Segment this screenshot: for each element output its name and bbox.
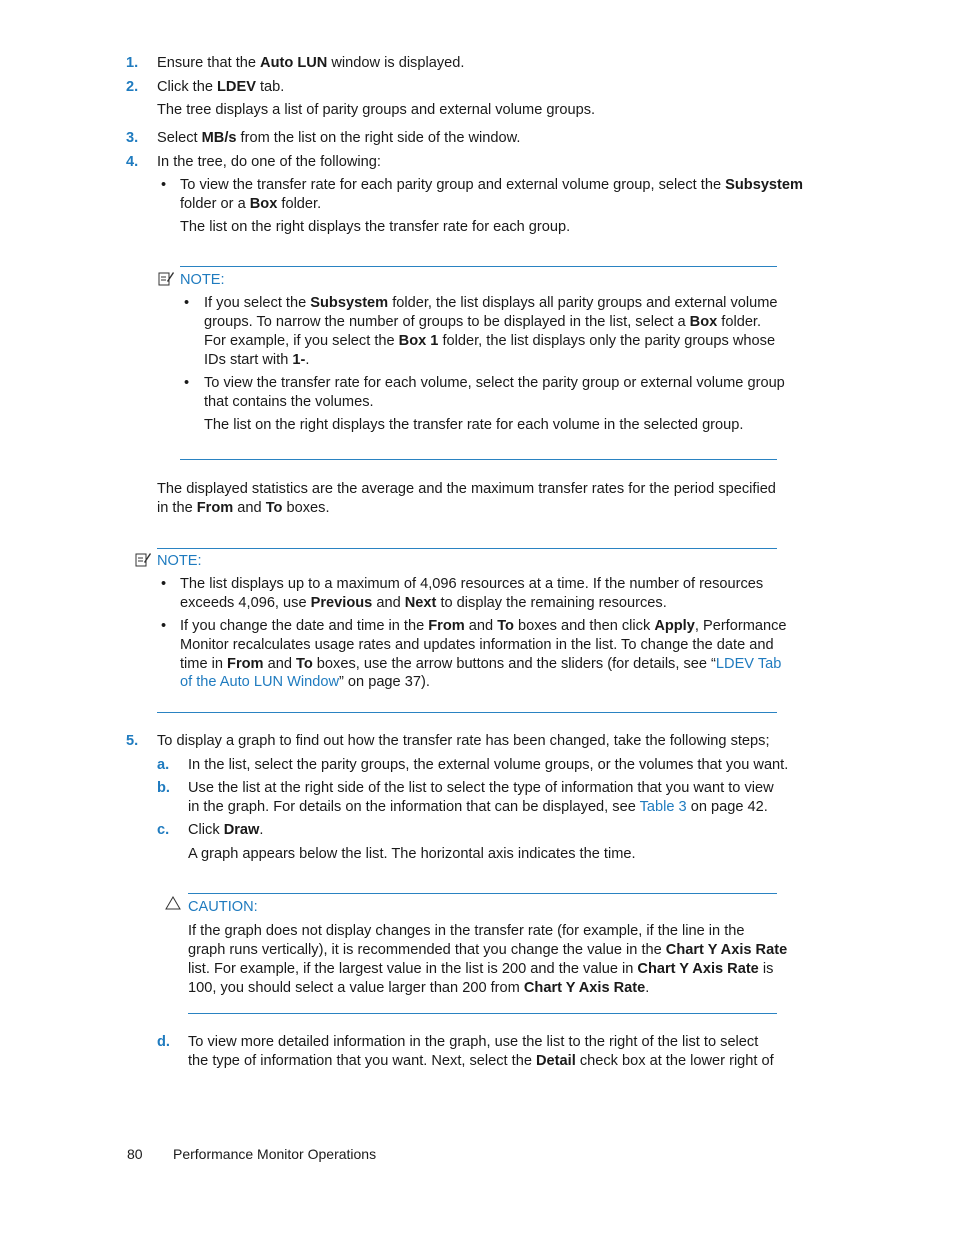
caution-triangle-icon xyxy=(165,896,181,910)
bullet-text: To view the transfer rate for each volume, select the parity group or external volume group xyxy=(204,375,785,391)
substep-letter: c. xyxy=(157,822,170,838)
note-bottom-rule xyxy=(180,459,777,460)
bullet-text: that contains the volumes. xyxy=(204,394,374,410)
step-text xyxy=(157,78,284,97)
step-number: 3. xyxy=(126,130,139,146)
caution-text: If the graph does not display changes in the transfer rate (for example, if the line in the xyxy=(188,923,745,939)
substep-result-text: A graph appears below the list. The horizontal axis indicates the time. xyxy=(188,846,636,862)
substep-text xyxy=(188,1052,774,1071)
ui-term: Subsystem xyxy=(310,295,389,311)
caution-bottom-rule xyxy=(188,1013,777,1014)
bullet-text: Monitor recalculates usage rates and updates information in the list. To change the date and xyxy=(180,637,774,653)
text-run: tab. xyxy=(255,79,285,95)
step-number: 2. xyxy=(126,79,139,95)
bullet-text xyxy=(180,655,781,674)
caution-text xyxy=(188,960,773,979)
text-run: , Performance xyxy=(694,618,787,634)
bullet-text xyxy=(180,594,667,613)
substep-text: In the list, select the parity groups, the external volume groups, or the volumes that you want. xyxy=(188,757,789,773)
text-run: folder. xyxy=(717,314,762,330)
text-run: If you change the date and time in the xyxy=(180,618,429,634)
ui-term: Chart Y Axis Rate xyxy=(665,942,788,958)
note-label: NOTE: xyxy=(180,272,225,288)
cross-reference-link[interactable]: Table 3 xyxy=(639,799,687,815)
bullet-text xyxy=(180,617,787,636)
text-run: from the list on the right side of the window. xyxy=(236,130,521,146)
note-top-rule xyxy=(157,548,777,549)
note-top-rule xyxy=(180,266,777,267)
text-run: folder, the list displays all parity groups and external volume xyxy=(388,295,778,311)
ui-term: Chart Y Axis Rate xyxy=(523,980,646,996)
ui-term: From xyxy=(196,500,234,516)
text-run: folder. xyxy=(277,196,322,212)
text-run: the type of information that you want. Next, select the xyxy=(188,1053,537,1069)
ui-term: Subsystem xyxy=(725,177,804,193)
step-result-text: The tree displays a list of parity groups and external volume groups. xyxy=(157,102,596,118)
text-run: and xyxy=(263,656,296,672)
bullet-text xyxy=(180,195,321,214)
bullet-text xyxy=(204,313,761,332)
text-run: To view the transfer rate for each parity group and external volume group, select the xyxy=(180,177,726,193)
text-run: folder, the list displays only the parity groups whose xyxy=(438,333,776,349)
text-run: exceeds 4,096, use xyxy=(180,595,311,611)
text-run: If you select the xyxy=(204,295,311,311)
text-run: . xyxy=(305,352,310,368)
note-label: NOTE: xyxy=(157,553,202,569)
text-run: and xyxy=(464,618,498,634)
ui-term: Previous xyxy=(310,595,373,611)
text-run: in the graph. For details on the information that can be displayed, see xyxy=(188,799,640,815)
page-number: 80 xyxy=(127,1146,143,1162)
bullet-text: The list displays up to a maximum of 4,096 resources at a time. If the number of resources xyxy=(180,576,764,592)
text-run: time in xyxy=(180,656,228,672)
text-run: folder or a xyxy=(180,196,250,212)
text-run: Click the xyxy=(157,79,218,95)
body-paragraph xyxy=(157,499,330,518)
text-run: graph runs vertically), it is recommended that you change the value in the xyxy=(188,942,666,958)
ui-term: Next xyxy=(404,595,437,611)
substep-text xyxy=(188,821,263,840)
text-run: and xyxy=(372,595,405,611)
ui-term: To xyxy=(265,500,283,516)
text-run: boxes and then click xyxy=(513,618,655,634)
substep-text: To view more detailed information in the graph, use the list to the right of the list to select xyxy=(188,1034,759,1050)
text-run: is xyxy=(758,961,774,977)
step-text xyxy=(157,54,464,73)
ui-term: Chart Y Axis Rate xyxy=(637,961,759,977)
note-icon xyxy=(135,551,151,567)
ui-term: Box xyxy=(689,314,718,330)
text-run: IDs start with xyxy=(204,352,293,368)
text-run: Select xyxy=(157,130,202,146)
cross-reference-link[interactable]: of the Auto LUN Window xyxy=(180,674,339,690)
bullet-result-text: The list on the right displays the transfer rate for each volume in the selected group. xyxy=(204,417,744,433)
bullet-text xyxy=(204,351,309,370)
text-run: window is displayed. xyxy=(327,55,465,71)
step-number: 5. xyxy=(126,733,139,749)
caution-text xyxy=(188,979,649,998)
bullet-text xyxy=(204,294,778,313)
bullet-mark: • xyxy=(161,177,167,193)
ui-term: To xyxy=(296,656,313,672)
text-run: Click xyxy=(188,822,224,838)
ui-term: Apply xyxy=(654,618,695,634)
step-text xyxy=(157,129,520,148)
bullet-text xyxy=(204,332,775,351)
substep-letter: b. xyxy=(157,780,170,796)
text-run: check box at the lower right of xyxy=(575,1053,774,1069)
text-run: Ensure that the xyxy=(157,55,261,71)
step-text: To display a graph to find out how the transfer rate has been changed, take the following steps; xyxy=(157,733,770,749)
bullet-mark: • xyxy=(161,576,167,592)
text-run: on page 42. xyxy=(686,799,768,815)
ui-term: Box xyxy=(249,196,278,212)
text-run: 100, you should select a value larger than 200 from xyxy=(188,980,524,996)
ui-term: Auto LUN xyxy=(260,55,328,71)
bullet-mark: • xyxy=(184,295,190,311)
text-run: groups. To narrow the number of groups to be displayed in the list, select a xyxy=(204,314,690,330)
ui-term: From xyxy=(428,618,465,634)
step-number: 4. xyxy=(126,154,139,170)
text-run: ” on page 37). xyxy=(339,674,430,690)
text-run: boxes, use the arrow buttons and the sliders (for details, see “ xyxy=(312,656,716,672)
text-run: to display the remaining resources. xyxy=(436,595,667,611)
cross-reference-link[interactable]: LDEV Tab xyxy=(715,656,782,672)
substep-text xyxy=(188,798,768,817)
text-run: . xyxy=(645,980,650,996)
step-text: In the tree, do one of the following: xyxy=(157,154,381,170)
ui-term: To xyxy=(497,618,514,634)
bullet-result-text: The list on the right displays the transfer rate for each group. xyxy=(180,219,571,235)
text-run: For example, if you select the xyxy=(204,333,399,349)
note-icon xyxy=(158,270,174,286)
ui-term: Draw xyxy=(223,822,260,838)
body-paragraph: The displayed statistics are the average and the maximum transfer rates for the period specified xyxy=(157,481,776,497)
text-run: list. For example, if the largest value in the list is 200 and the value in xyxy=(188,961,638,977)
text-run: and xyxy=(233,500,266,516)
ui-term: Detail xyxy=(536,1053,576,1069)
caution-label: CAUTION: xyxy=(188,899,258,915)
bullet-text xyxy=(180,673,430,692)
bullet-mark: • xyxy=(184,375,190,391)
bullet-text xyxy=(180,176,803,195)
note-bottom-rule xyxy=(157,712,777,713)
caution-top-rule xyxy=(188,893,777,894)
step-number: 1. xyxy=(126,55,139,71)
ui-term: From xyxy=(227,656,264,672)
running-footer-title: Performance Monitor Operations xyxy=(173,1146,377,1162)
ui-term: MB/s xyxy=(201,130,237,146)
substep-text: Use the list at the right side of the list to select the type of information that you want to view xyxy=(188,780,774,796)
text-run: . xyxy=(259,822,264,838)
ui-term: 1- xyxy=(292,352,306,368)
text-run: boxes. xyxy=(282,500,330,516)
bullet-mark: • xyxy=(161,618,167,634)
ui-term: LDEV xyxy=(217,79,256,95)
ui-term: Box 1 xyxy=(398,333,439,349)
substep-letter: a. xyxy=(157,757,170,773)
text-run: in the xyxy=(157,500,197,516)
caution-text xyxy=(188,941,787,960)
substep-letter: d. xyxy=(157,1034,170,1050)
